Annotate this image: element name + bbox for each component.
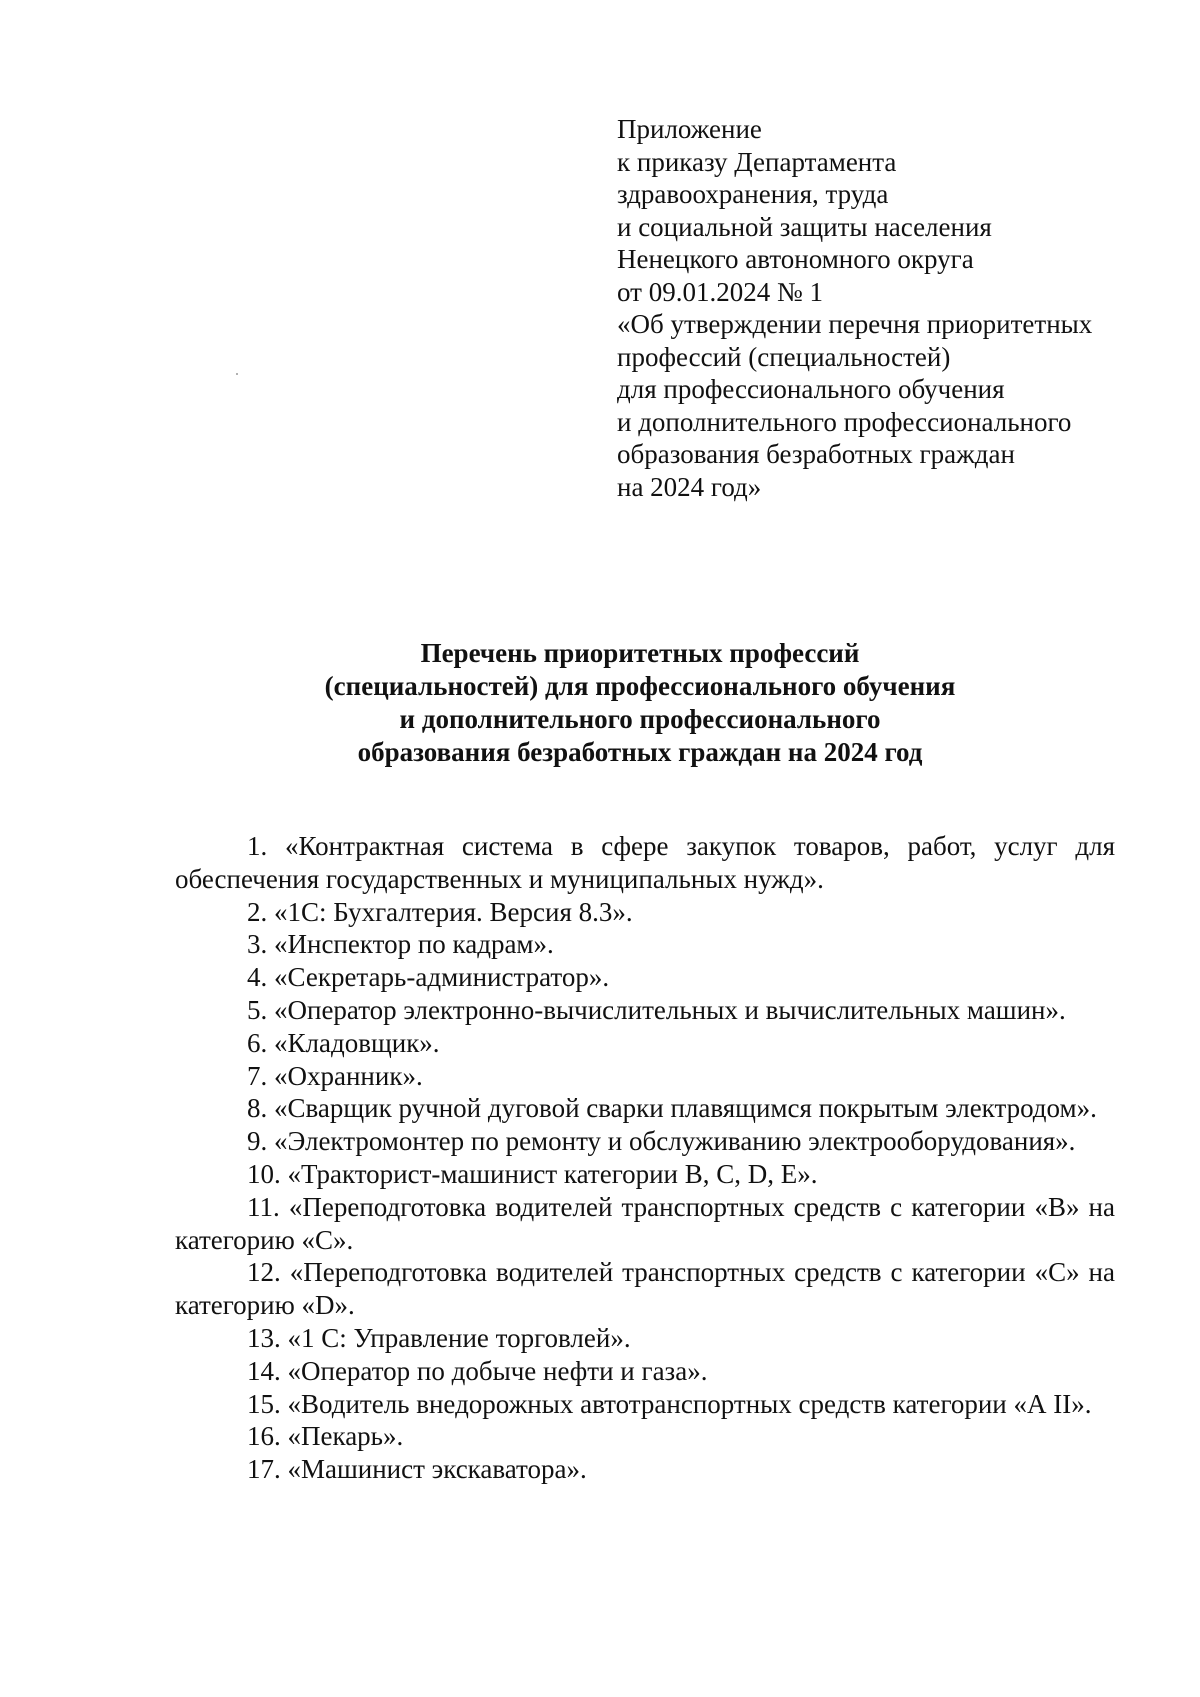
list-item [175, 1092, 1115, 1125]
document-title [170, 637, 1110, 769]
item-number: 2. [247, 896, 268, 927]
list-item [175, 1125, 1115, 1158]
appendix-line: профессий (специальностей) [617, 341, 951, 372]
item-text: «Переподготовка водителей транспортных средств с категории «В» на категорию «С». [175, 1191, 1115, 1255]
appendix-line: Ненецкого автономного округа [617, 244, 974, 274]
item-number: 8. [247, 1093, 268, 1124]
list-item [175, 1158, 1115, 1191]
appendix-line: от 09.01.2024 № 1 [617, 276, 823, 307]
item-number: 13. [247, 1322, 281, 1353]
item-text: «Машинист экскаватора». [287, 1454, 587, 1485]
list-item [175, 928, 1115, 961]
item-text: «Оператор по добыче нефти и газа». [287, 1355, 708, 1386]
item-number: 15. [247, 1388, 281, 1419]
title-line: образования безработных граждан на 2024 год [357, 737, 923, 767]
item-text: «Тракторист-машинист категории В, С, D, Е». [287, 1158, 818, 1189]
item-text: «Электромонтер по ремонту и обслуживанию электрооборудования». [274, 1126, 1076, 1157]
item-text: «Переподготовка водителей транспортных средств с категории «С» на категорию «D». [175, 1257, 1115, 1321]
list-item [175, 1191, 1115, 1257]
item-text: «1 С: Управление торговлей». [287, 1322, 631, 1353]
appendix-line: образования безработных граждан [617, 439, 1015, 469]
item-text: «1С: Бухгалтерия. Версия 8.3». [274, 896, 633, 927]
item-text: «Охранник». [274, 1060, 423, 1091]
item-number: 10. [247, 1158, 281, 1189]
appendix-line: к приказу Департамента [617, 146, 897, 177]
title-line: (специальностей) для профессионального обучения [324, 671, 956, 701]
item-number: 11. [247, 1191, 280, 1222]
item-number: 14. [247, 1355, 281, 1386]
appendix-line: для профессионального обучения [617, 374, 1005, 404]
item-text: «Контрактная система в сфере закупок товаров, работ, услуг для обеспечения государственных и муниципальных нужд». [175, 831, 1115, 894]
profession-list [175, 830, 1115, 1486]
appendix-line: на 2024 год» [617, 471, 762, 502]
appendix-line: «Об утверждении перечня приоритетных [617, 309, 1093, 339]
list-item [175, 1322, 1115, 1355]
item-number: 12. [247, 1257, 281, 1288]
item-number: 4. [247, 962, 268, 993]
item-text: «Инспектор по кадрам». [274, 929, 554, 960]
appendix-line: здравоохранения, труда [617, 179, 889, 209]
appendix-line: и социальной защиты населения [617, 211, 992, 242]
list-item [175, 994, 1115, 1027]
item-number: 5. [247, 994, 268, 1025]
item-text: «Сварщик ручной дуговой сварки плавящимся покрытым электродом». [274, 1093, 1097, 1124]
list-item [175, 961, 1115, 994]
appendix-line: Приложение [617, 114, 762, 144]
item-number: 7. [247, 1060, 268, 1091]
item-text: «Пекарь». [287, 1421, 404, 1452]
item-text: «Секретарь-администратор». [274, 962, 610, 993]
item-number: 16. [247, 1421, 281, 1452]
list-item [175, 1060, 1115, 1093]
item-number: 1. [247, 831, 268, 861]
title-line: и дополнительного профессионального [399, 704, 881, 734]
item-text: «Оператор электронно-вычислительных и вычислительных машин». [274, 994, 1066, 1025]
item-number: 3. [247, 929, 268, 960]
list-item [175, 896, 1115, 929]
appendix-line: и дополнительного профессионального [617, 406, 1072, 437]
scan-speck [236, 373, 238, 375]
item-text: «Водитель внедорожных автотранспортных средств категории «А II». [287, 1388, 1092, 1419]
item-number: 9. [247, 1126, 268, 1157]
appendix-block [617, 113, 1157, 503]
list-item [175, 1388, 1115, 1421]
list-item [175, 830, 1115, 896]
item-text: «Кладовщик». [274, 1027, 440, 1058]
list-item [175, 1256, 1115, 1322]
list-item [175, 1355, 1115, 1388]
list-item [175, 1453, 1115, 1486]
list-item [175, 1420, 1115, 1453]
list-item [175, 1027, 1115, 1060]
item-number: 6. [247, 1027, 268, 1058]
item-number: 17. [247, 1454, 281, 1485]
title-line: Перечень приоритетных профессий [420, 638, 860, 668]
